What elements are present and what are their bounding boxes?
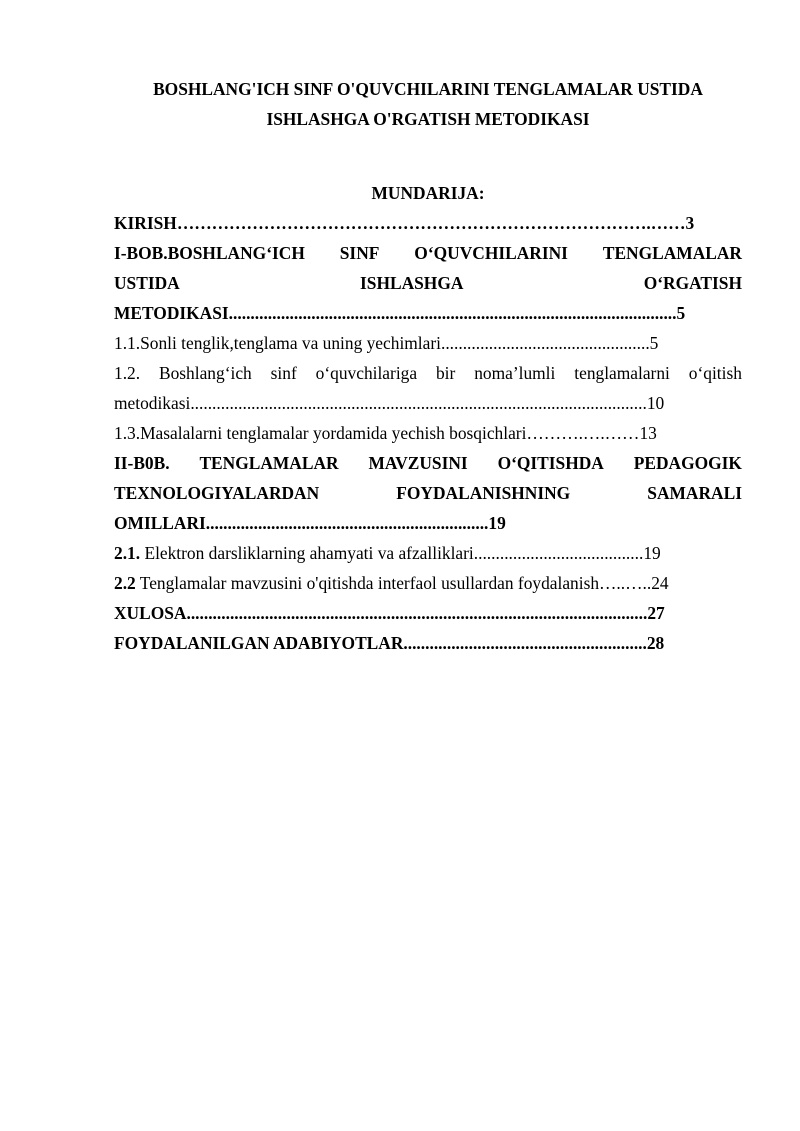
toc-word: FOYDALANISHNING [396, 483, 571, 503]
toc-section-number: 2.2 [114, 573, 136, 593]
toc-word: MAVZUSINI [368, 453, 468, 473]
toc-entry-section-2-1 [114, 538, 742, 568]
toc-word: 1.2. [114, 363, 141, 383]
toc-word: o‘qitish [688, 363, 742, 383]
toc-word: tenglamalarni [574, 363, 670, 383]
toc-word: TEXNOLOGIYALARDAN [114, 483, 320, 503]
toc-section-text: Elektron darsliklarning ahamyati va afzalliklari.......................................19 [140, 543, 661, 563]
toc-word: USTIDA [114, 273, 180, 293]
document-page [114, 74, 742, 658]
toc-entry-section-2-2 [114, 568, 742, 598]
document-title-line-1: BOSHLANG'ICH SINF O'QUVCHILARINI TENGLAMALAR USTIDA [153, 79, 703, 99]
toc-entry-section-1-2-line-1 [114, 358, 742, 388]
document-title-line-2: ISHLASHGA O'RGATISH METODIKASI [266, 109, 590, 129]
toc-word: O‘RGATISH [643, 273, 742, 293]
toc-word: TENGLAMALAR [602, 243, 742, 263]
toc-word: o‘quvchilariga [315, 363, 418, 383]
toc-entry-chapter-2-line-3: OMILLARI.................................................................19 [114, 513, 506, 533]
toc-word: SINF [339, 243, 380, 263]
toc-entry-chapter-1-line-3: METODIKASI.......................................................................................................5 [114, 303, 686, 323]
toc-heading: MUNDARIJA: [371, 183, 485, 203]
toc-entry-adabiyotlar: FOYDALANILGAN ADABIYOTLAR........................................................28 [114, 633, 665, 653]
toc-entry-section-1-2-line-2: metodikasi.........................................................................................................10 [114, 393, 665, 413]
toc-entry-kirish: KIRISH……………………………………………………………………….……3 [114, 213, 695, 233]
toc-word: O‘QITISHDA [497, 453, 604, 473]
toc-word: PEDAGOGIK [633, 453, 742, 473]
toc-entry-chapter-2-line-1 [114, 448, 742, 478]
toc-word: I-BOB.BOSHLANG‘ICH [114, 243, 305, 263]
toc-entry-section-1-1: 1.1.Sonli tenglik,tenglama va uning yechimlari................................................5 [114, 333, 659, 353]
toc-entry-chapter-2-line-2 [114, 478, 742, 508]
toc-entry-chapter-1-line-2 [114, 268, 742, 298]
toc-word: TENGLAMALAR [199, 453, 339, 473]
toc-word: SAMARALI [647, 483, 742, 503]
toc-word: bir [435, 363, 456, 383]
toc-word: O‘QUVCHILARINI [414, 243, 568, 263]
toc-entry-chapter-1-line-1 [114, 238, 742, 268]
toc-word: sinf [270, 363, 297, 383]
toc-section-number: 2.1. [114, 543, 141, 563]
toc-word: noma’lumli [474, 363, 556, 383]
toc-section-text: Tenglamalar mavzusini o'qitishda interfaol usullardan foydalanish…..…..24 [135, 573, 669, 593]
toc-entry-xulosa: XULOSA..........................................................................................................27 [114, 603, 665, 623]
toc-word: II-B0B. [114, 453, 170, 473]
toc-word: ISHLASHGA [360, 273, 464, 293]
toc-entry-section-1-3: 1.3.Masalalarni tenglamalar yordamida yechish bosqichlari……….….……13 [114, 423, 657, 443]
toc-word: Boshlang‘ich [159, 363, 252, 383]
